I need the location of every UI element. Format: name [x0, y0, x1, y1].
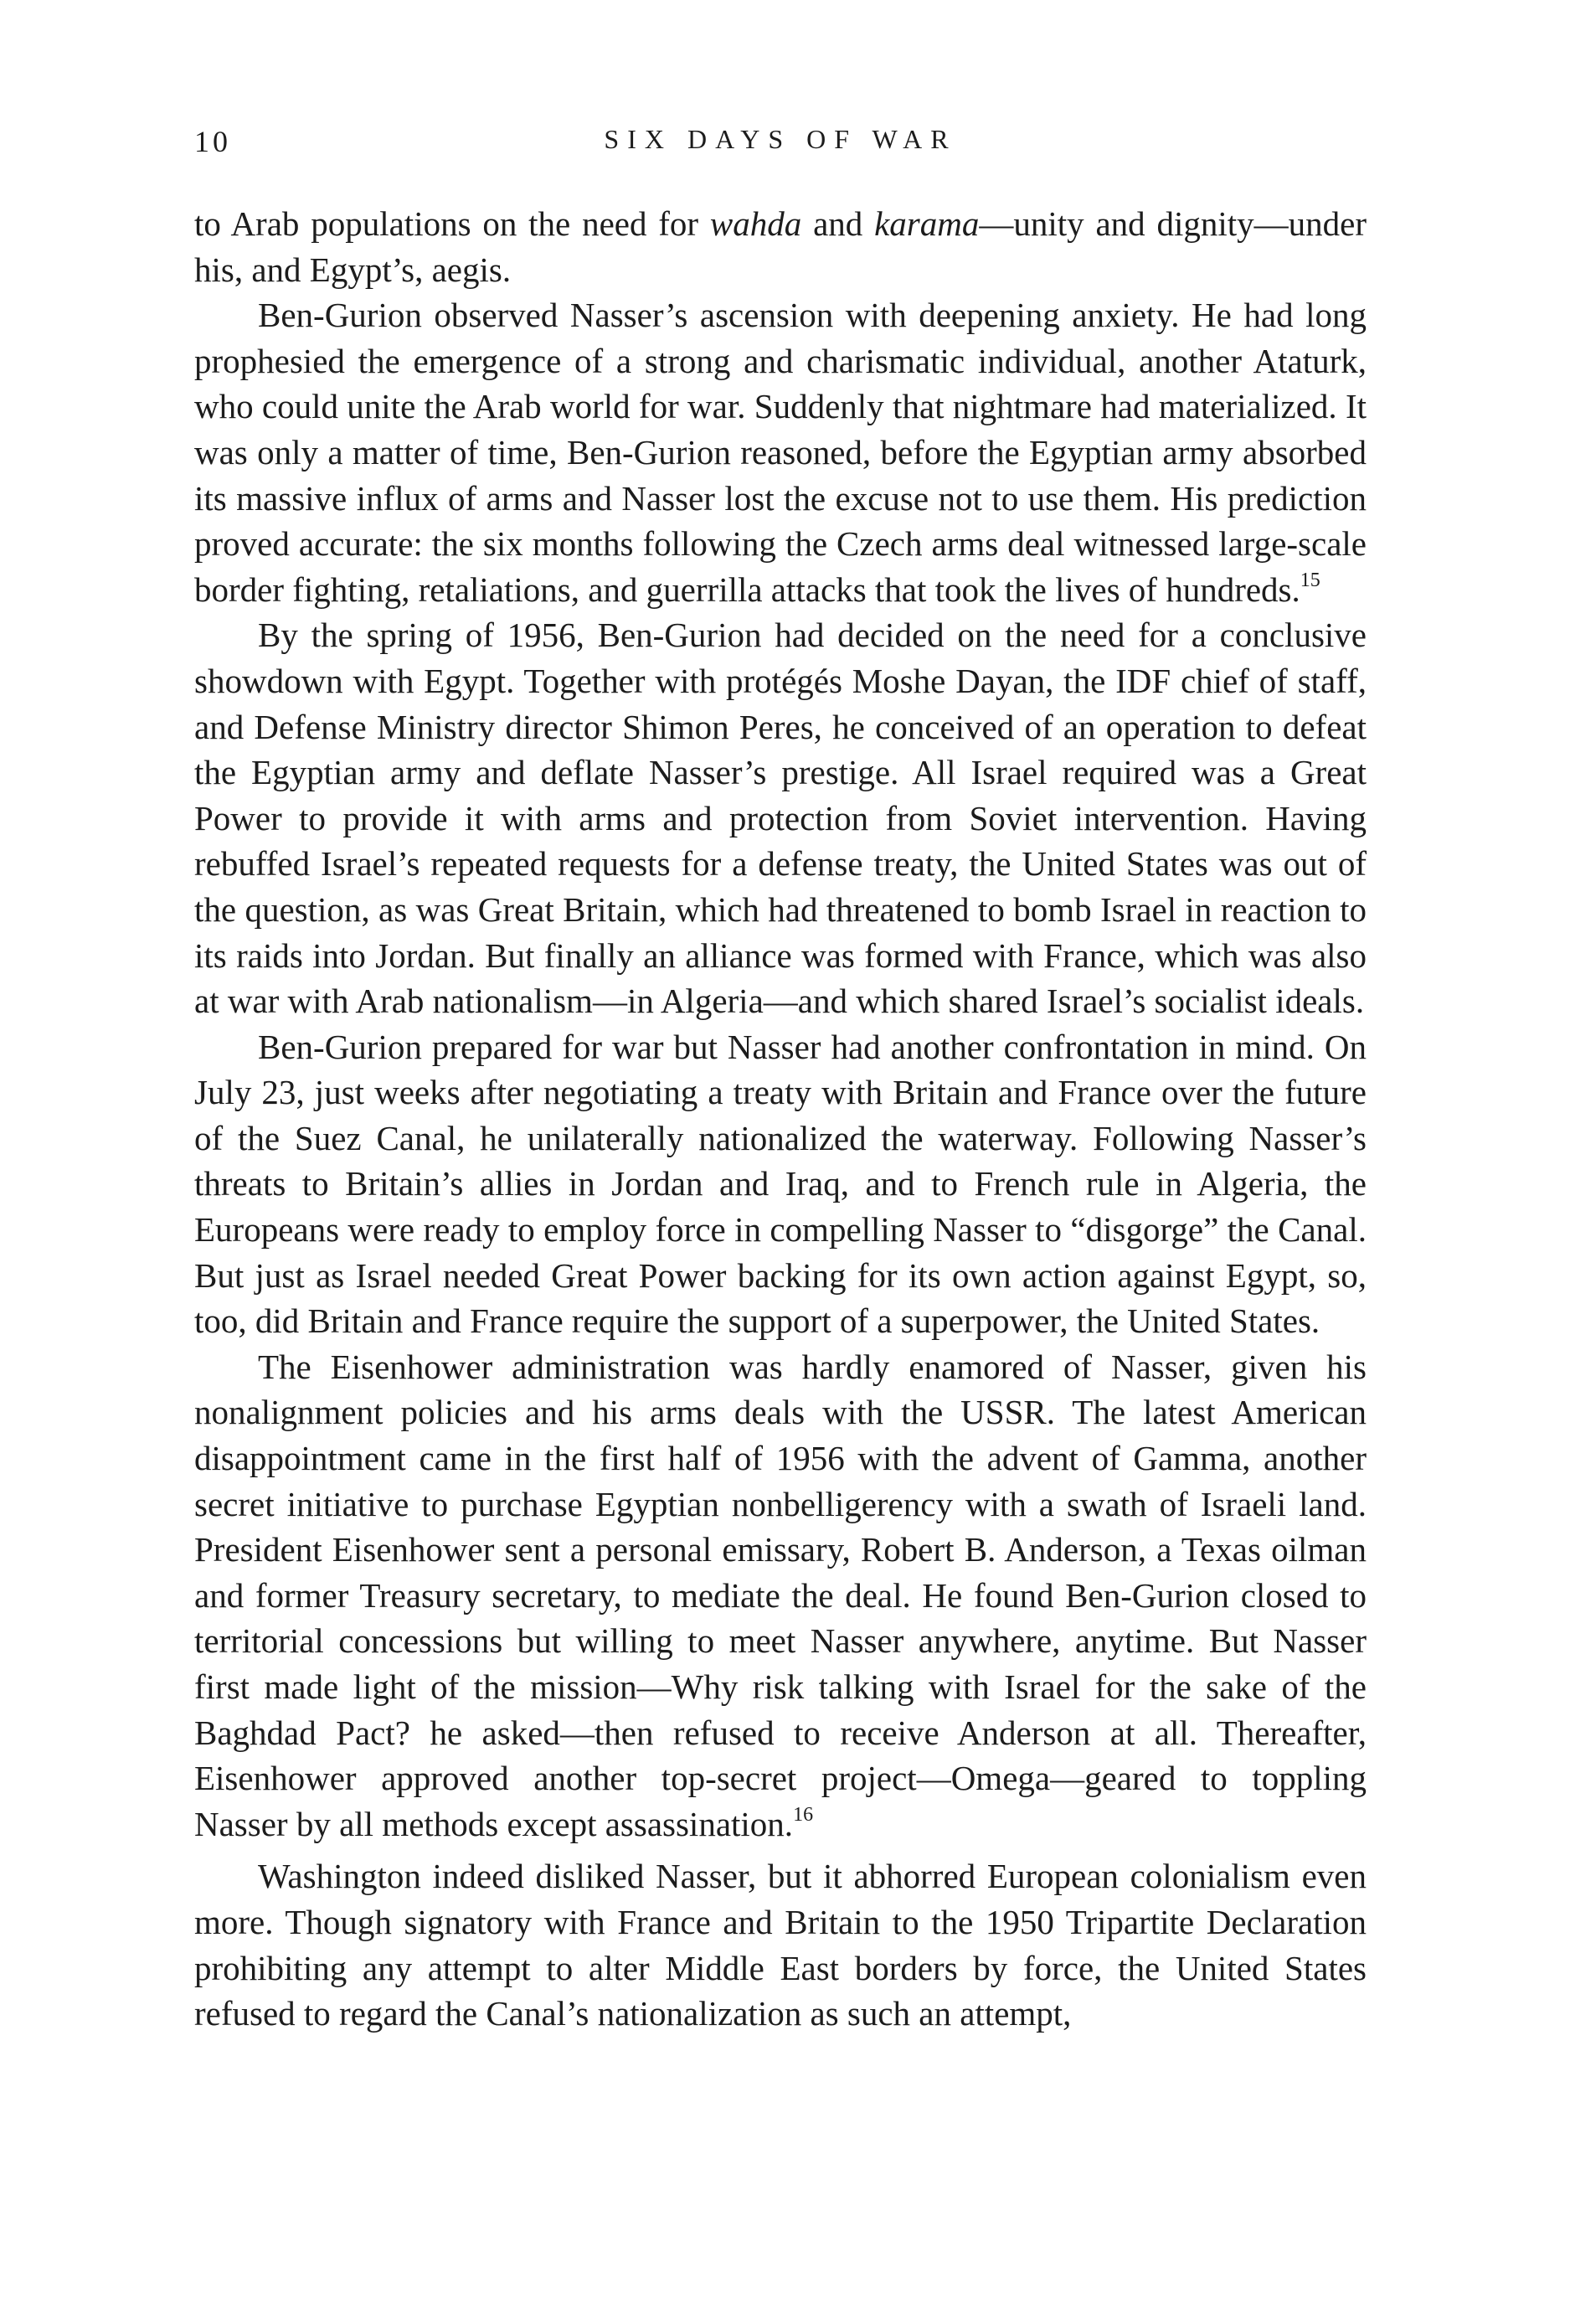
text-run: to Arab populations on the need for — [194, 204, 710, 243]
running-head — [194, 124, 1367, 166]
page-number: 10 — [194, 125, 231, 158]
text-run: —unity and dignity—under his, and Egypt’s, aegis. — [194, 204, 1367, 289]
footnote-ref-15: 15 — [1300, 569, 1320, 591]
paragraph-3 — [194, 612, 1367, 1023]
paragraph-text: Ben-Gurion observed Nasser’s ascension with deepening anxiety. He had long prophesied the emergence of a strong and charismatic individual, another Ataturk, who could unite the Arab world for war. Suddenly that nightmare had materialized. It was only a matter of time, Ben-Gurion reasoned, before the Egyptian army absorbed its massive influx of arms and Nasser lost the excuse not to use them. His prediction proved accurate: the six months following the Czech arms deal witnessed large-scale border fighting, retaliations, and guerrilla attacks that took the lives of hundreds. — [194, 296, 1367, 609]
paragraph-text: Washington indeed disliked Nasser, but it abhorred European colonialism even more. Though signatory with France and Britain to the 1950 Tripartite Declaration prohibiting any attempt to alter Middle East borders by force, the United States refused to regard the Canal’s nationalization as such an attempt, — [194, 1857, 1367, 2033]
italic-term-wahda: wahda — [709, 204, 802, 243]
paragraph-4 — [194, 1024, 1367, 1344]
paragraph-text: The Eisenhower administration was hardly enamored of Nasser, given his nonalignment policies and his arms deals with the USSR. The latest American disappointment came in the first half of 1956 with the advent of Gamma, another secret initiative to purchase Egyptian nonbelligerency with a swath of Israeli land. President Eisenhower sent a personal emissary, Robert B. Anderson, a Texas oilman and former Treasury secretary, to mediate the deal. He found Ben-Gurion closed to territorial concessions but willing to meet Nasser anywhere, anytime. But Nasser first made light of the mission—Why risk talking with Israel for the sake of the Baghdad Pact? he asked—then refused to receive Anderson at all. Thereafter, Eisenhower approved another top-secret project—Omega—geared to toppling Nasser by all methods except assassination. — [194, 1347, 1367, 1843]
paragraph-2 — [194, 292, 1367, 612]
paragraph-5 — [194, 1344, 1367, 1847]
paragraph-text: By the spring of 1956, Ben-Gurion had decided on the need for a conclusive showdown with Egypt. Together with protégés Moshe Dayan, the IDF chief of staff, and Defense Ministry director Shimon Peres, he conceived of an operation to defeat the Egyptian army and deflate Nasser’s prestige. All Israel required was a Great Power to provide it with arms and protection from Soviet intervention. Having rebuffed Israel’s repeated requests for a defense treaty, the United States was out of the question, as was Great Britain, which had threatened to bomb Israel in reaction to its raids into Jordan. But finally an alliance was formed with France, which was also at war with Arab nationalism—in Algeria—and which shared Israel’s socialist ideals. — [194, 616, 1367, 1021]
paragraph-text: Ben-Gurion prepared for war but Nasser had another confrontation in mind. On July 23, just weeks after negotiating a treaty with Britain and France over the future of the Suez Canal, he unilaterally nationalized the waterway. Following Nasser’s threats to Britain’s allies in Jordan and Iraq, and to French rule in Algeria, the Europeans were ready to employ force in compelling Nasser to “disgorge” the Canal. But just as Israel needed Great Power backing for its own action against Egypt, so, too, did Britain and France require the support of a superpower, the United States. — [194, 1027, 1367, 1341]
book-title: SIX DAYS OF WAR — [604, 124, 957, 154]
body-text — [194, 201, 1367, 2037]
footnote-ref-16: 16 — [793, 1803, 814, 1826]
paragraph-6 — [194, 1853, 1367, 2036]
text-run: and — [801, 204, 875, 243]
paragraph-1 — [194, 201, 1367, 292]
italic-term-karama: karama — [874, 204, 980, 243]
